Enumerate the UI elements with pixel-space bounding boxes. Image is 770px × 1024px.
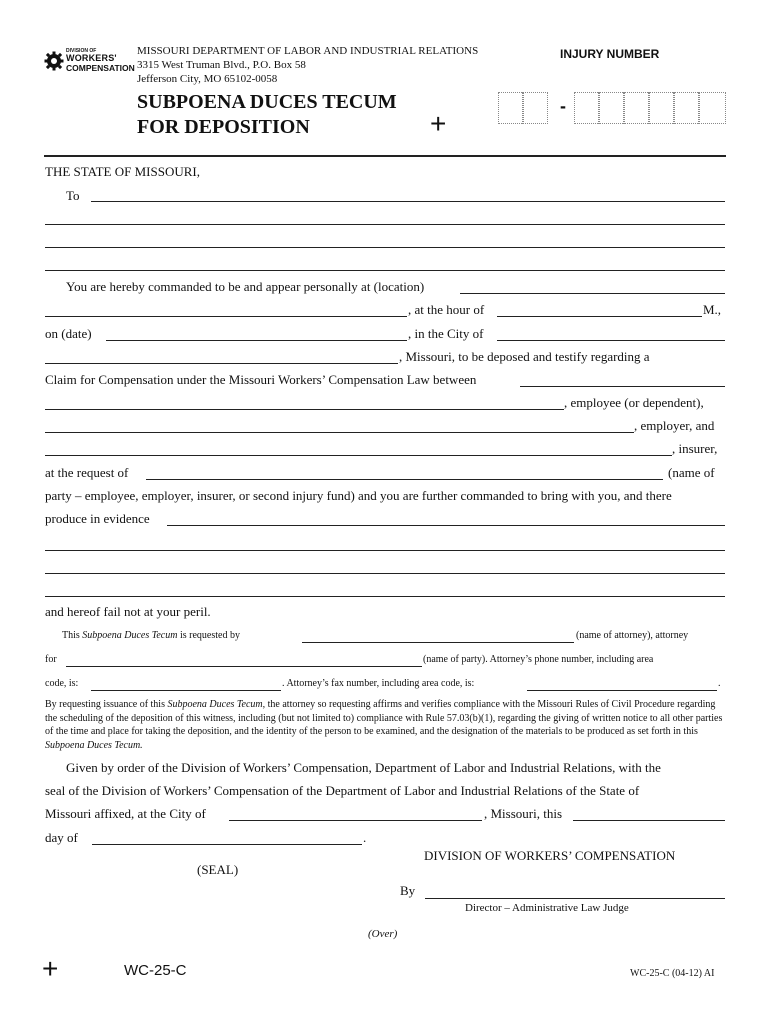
given-line3: Missouri affixed, at the City of: [45, 806, 206, 821]
agency-logo: [44, 47, 135, 75]
requested-by-text: [62, 630, 240, 641]
missouri-deposed-text: , Missouri, to be deposed and testify regarding a: [399, 349, 650, 364]
produce-label: produce in evidence: [45, 511, 150, 526]
logo-line2: WORKERS': [66, 53, 117, 63]
claim-input-line[interactable]: [520, 386, 725, 387]
para-c: the attorney so requesting affirms and verifies compliance with the Missouri Rules of Civil Procedure regarding the scheduling of the deposition of this witness, including (but not limited to) compliance with Rule 57.03(b)(1), regarding the giving of written notice to all other parties of the time and place for taking the deposition, and the identity of the person to be examined, and the designation of the materials to be produced as set forth in this: [45, 699, 723, 738]
to-input-line-2[interactable]: [45, 224, 725, 225]
at-hour-label: , at the hour of: [408, 302, 485, 317]
city-input-line[interactable]: [497, 340, 725, 341]
day-of-label: day of: [45, 830, 78, 845]
seal-label: (SEAL): [197, 862, 239, 877]
to-label: To: [66, 188, 80, 203]
para-d: Subpoena Duces Tecum.: [45, 739, 143, 751]
to-input-line-3[interactable]: [45, 247, 725, 248]
fax-input-line[interactable]: [527, 690, 717, 691]
request-of-input-line[interactable]: [146, 479, 663, 480]
form-title-line1: SUBPOENA DUCES TECUM: [137, 91, 397, 113]
address-line2: Jefferson City, MO 65102-0058: [137, 73, 278, 85]
to-input-line-4[interactable]: [45, 270, 725, 271]
para-a: By requesting issuance of this: [45, 699, 168, 710]
given-city-input-line[interactable]: [229, 820, 482, 821]
attorney-name-input-line[interactable]: [302, 642, 574, 643]
injury-digit-box[interactable]: [648, 92, 675, 124]
para-b: Subpoena Duces Tecum,: [167, 699, 266, 710]
given-line2: seal of the Division of Workers’ Compensation of the Department of Labor and Industrial Relations of the State of: [45, 783, 640, 798]
injury-digit-box[interactable]: [598, 92, 625, 124]
missouri-this-label: , Missouri, this: [484, 806, 563, 821]
director-title: Director – Administrative Law Judge: [465, 902, 629, 914]
insurer-label: , insurer,: [672, 441, 718, 456]
state-of-missouri: THE STATE OF MISSOURI,: [45, 164, 200, 179]
fax-period: .: [718, 678, 721, 689]
given-line1: Given by order of the Division of Workers’ Compensation, Department of Labor and Industrial Relations, with the: [66, 760, 661, 775]
phone-input-line[interactable]: [91, 690, 281, 691]
footer-registration-plus: +: [42, 953, 59, 984]
requested-by-b: Subpoena Duces Tecum: [82, 630, 178, 641]
request-of-label: at the request of: [45, 465, 129, 480]
employer-input-line[interactable]: [45, 432, 634, 433]
day-of-period: .: [363, 830, 367, 845]
given-day-input-line[interactable]: [573, 820, 725, 821]
city-input-line-2[interactable]: [45, 363, 398, 364]
evidence-input-line-2[interactable]: [45, 550, 725, 551]
evidence-input-line-4[interactable]: [45, 596, 725, 597]
location-input-line[interactable]: [460, 293, 725, 294]
evidence-input-line-3[interactable]: [45, 573, 725, 574]
header-divider: [44, 155, 726, 157]
injury-digit-box[interactable]: [498, 92, 524, 124]
party-text: party – employee, employer, insurer, or second injury fund) and you are further commanded to bring with you, and there: [45, 488, 672, 503]
injury-number-label: INJURY NUMBER: [560, 47, 660, 61]
by-label: By: [400, 883, 416, 898]
party-name-input-line[interactable]: [66, 666, 422, 667]
commanded-text: You are hereby commanded to be and appear personally at (location): [66, 279, 425, 294]
location-input-line-2[interactable]: [45, 316, 407, 317]
name-of-party-label: (name of party). Attorney’s phone number, including area: [423, 654, 654, 665]
injury-digit-box[interactable]: [623, 92, 650, 124]
evidence-input-line[interactable]: [167, 525, 725, 526]
gear-logo-icon: [44, 50, 64, 72]
over-text: (Over): [368, 928, 398, 940]
insurer-input-line[interactable]: [45, 455, 672, 456]
requested-by-a: This: [62, 630, 80, 641]
verification-paragraph: [45, 698, 727, 752]
fail-not-text: and hereof fail not at your peril.: [45, 604, 211, 619]
division-signature-label: DIVISION OF WORKERS’ COMPENSATION: [424, 848, 676, 863]
fax-label: . Attorney’s fax number, including area code, is:: [282, 678, 475, 689]
department-name: MISSOURI DEPARTMENT OF LABOR AND INDUSTRIAL RELATIONS: [137, 45, 479, 57]
footer-form-number: WC-25-C: [124, 962, 187, 979]
requested-by-c: is requested by: [179, 630, 240, 641]
address-line1: 3315 West Truman Blvd., P.O. Box 58: [137, 59, 306, 71]
to-input-line[interactable]: [91, 201, 725, 202]
name-of-label: (name of: [668, 465, 715, 480]
registration-plus-mark: +: [430, 108, 447, 139]
employee-label: , employee (or dependent),: [564, 395, 704, 410]
signature-input-line[interactable]: [425, 898, 725, 899]
date-input-line[interactable]: [106, 340, 407, 341]
employer-label: , employer, and: [634, 418, 715, 433]
injury-digit-box[interactable]: [574, 92, 600, 124]
for-label: for: [45, 654, 57, 665]
hour-input-line[interactable]: [497, 316, 702, 317]
employee-input-line[interactable]: [45, 409, 564, 410]
footer-form-code: WC-25-C (04-12) AI: [630, 968, 715, 979]
over-note: [368, 928, 397, 940]
claim-text: Claim for Compensation under the Missouri Workers’ Compensation Law between: [45, 372, 477, 387]
injury-dash: -: [560, 96, 566, 116]
code-is-label: code, is:: [45, 678, 79, 689]
month-input-line[interactable]: [92, 844, 362, 845]
injury-digit-box[interactable]: [698, 92, 726, 124]
logo-line3: COMPENSATION: [66, 63, 135, 73]
on-date-label: on (date): [45, 326, 92, 341]
logo-line1: DIVISION OF: [66, 48, 97, 54]
injury-digit-box[interactable]: [522, 92, 548, 124]
name-of-attorney-label: (name of attorney), attorney: [576, 630, 689, 641]
form-title-line2: FOR DEPOSITION: [137, 116, 310, 138]
meridiem-label: M.,: [703, 302, 722, 317]
injury-digit-box[interactable]: [673, 92, 700, 124]
in-city-label: , in the City of: [408, 326, 484, 341]
